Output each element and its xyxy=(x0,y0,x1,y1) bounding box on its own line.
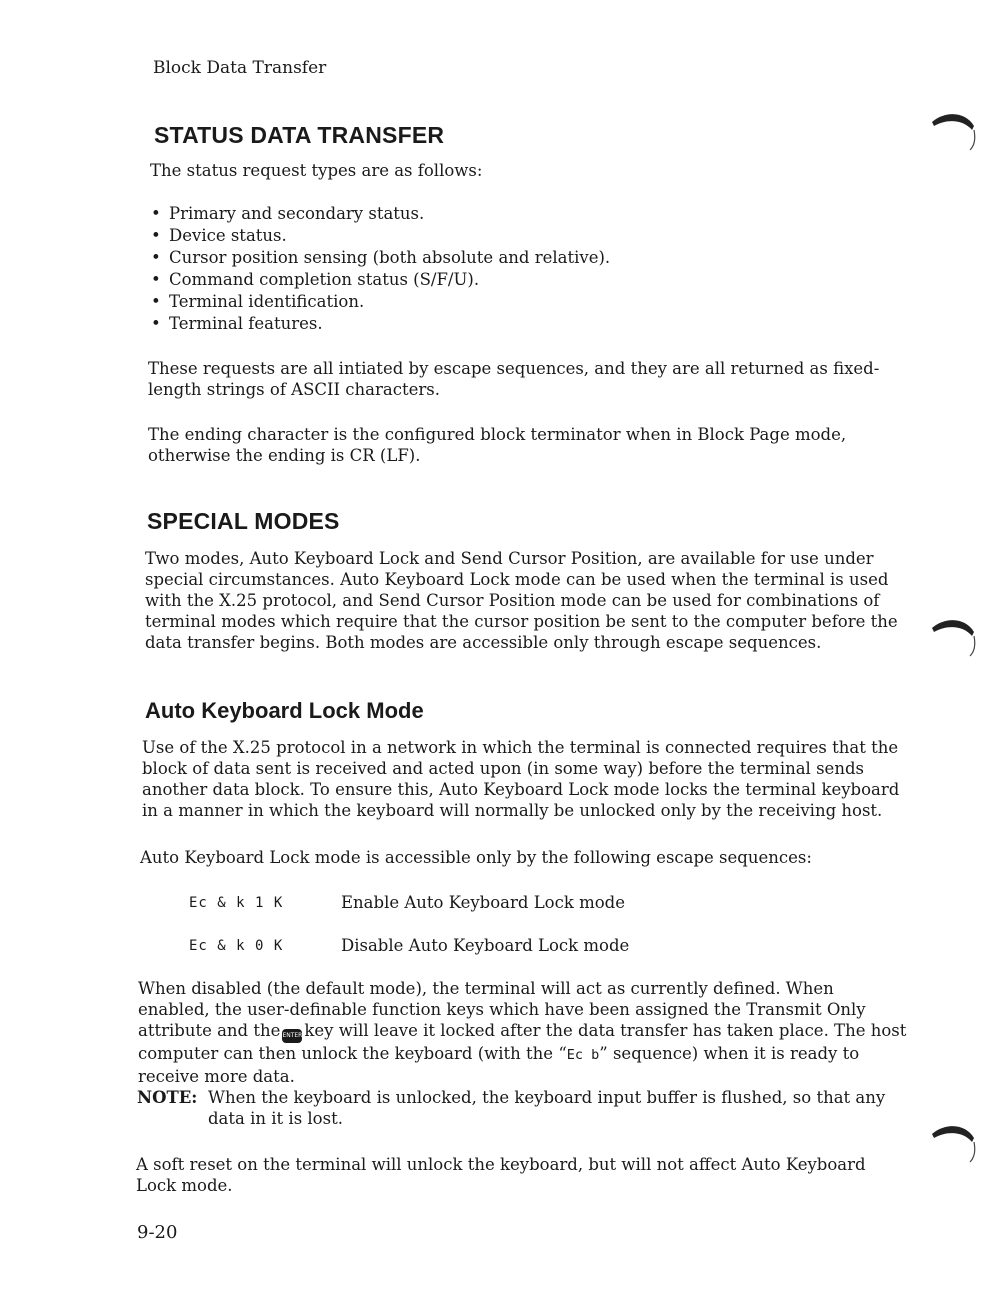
list-item: • Terminal features. xyxy=(151,314,323,333)
bullet-icon: • xyxy=(151,204,161,223)
list-item: • Cursor position sensing (both absolute and relative). xyxy=(151,248,611,267)
escape-sequence-code: Ec & k 0 K xyxy=(189,938,284,954)
auto-lock-para-2: Auto Keyboard Lock mode is accessible only by the following escape sequences: xyxy=(140,848,812,867)
auto-keyboard-lock-title: Auto Keyboard Lock Mode xyxy=(145,698,424,723)
list-item: • Device status. xyxy=(151,226,287,245)
status-intro: The status request types are as follows: xyxy=(150,161,483,180)
bullet-icon: • xyxy=(151,292,161,311)
enter-key-icon: ENTER xyxy=(282,1029,302,1043)
auto-lock-para-1: Use of the X.25 protocol in a network in which the terminal is connected requires that the block of data sent is received and acted upon (in some way) before the terminal sends another data block. To ensure this, Auto Keyboard Lock mode locks the terminal keyboard in a manner in which the keyboard will normally be unlocked only by the receiving host. xyxy=(142,738,900,820)
escape-sequence-row xyxy=(189,936,709,960)
page-number: 9-20 xyxy=(137,1222,178,1243)
status-section-title: STATUS DATA TRANSFER xyxy=(154,122,445,148)
special-modes-para: Two modes, Auto Keyboard Lock and Send Cursor Position, are available for use under special circumstances. Auto Keyboard Lock mode can be used when the terminal is used with the X.25 protocol, and Send Cursor Position mode can be used for combinations of terminal modes which require that the cursor position be sent to the computer before the data transfer begins. Both modes are accessible only through escape sequences. xyxy=(145,549,898,652)
escape-sequence-description: Enable Auto Keyboard Lock mode xyxy=(341,893,625,912)
bullet-icon: • xyxy=(151,226,161,245)
list-item: • Command completion status (S/F/U). xyxy=(151,270,480,289)
note-label: NOTE: xyxy=(137,1088,198,1107)
list-item: • Primary and secondary status. xyxy=(151,204,425,223)
auto-lock-para-3: When disabled (the default mode), the terminal will act as currently defined. When enabled, the user-definable function keys which have been assigned the Transmit Only attribute and the ENTER key will leave it locked after the data transfer has taken place. The host computer can then unlock the keyboard (with the “Ec b” sequence) when it is ready to receive more data. xyxy=(138,979,907,1086)
bullet-icon: • xyxy=(151,314,161,333)
final-para: A soft reset on the terminal will unlock the keyboard, but will not affect Auto Keyboard Lock mode. xyxy=(136,1155,866,1195)
status-request-list xyxy=(151,203,610,335)
binding-mark-icon xyxy=(928,614,980,660)
inline-escape-code: Ec b xyxy=(566,1047,600,1063)
binding-mark-icon xyxy=(928,108,980,154)
escape-sequence-code: Ec & k 1 K xyxy=(189,895,284,911)
special-modes-title: SPECIAL MODES xyxy=(147,508,340,534)
note-text: When the keyboard is unlocked, the keyboard input buffer is flushed, so that any data in it is lost. xyxy=(208,1088,886,1128)
running-header: Block Data Transfer xyxy=(153,58,327,78)
status-para-1: These requests are all intiated by escape sequences, and they are all returned as fixed-length strings of ASCII characters. xyxy=(148,359,880,399)
escape-sequence-description: Disable Auto Keyboard Lock mode xyxy=(341,936,630,955)
bullet-icon: • xyxy=(151,270,161,289)
note-block xyxy=(137,1087,907,1129)
escape-sequence-row xyxy=(189,893,709,917)
bullet-icon: • xyxy=(151,248,161,267)
list-item: • Terminal identification. xyxy=(151,292,365,311)
status-para-2: The ending character is the configured block terminator when in Block Page mode, otherwise the ending is CR (LF). xyxy=(148,425,847,465)
binding-mark-icon xyxy=(928,1120,980,1166)
